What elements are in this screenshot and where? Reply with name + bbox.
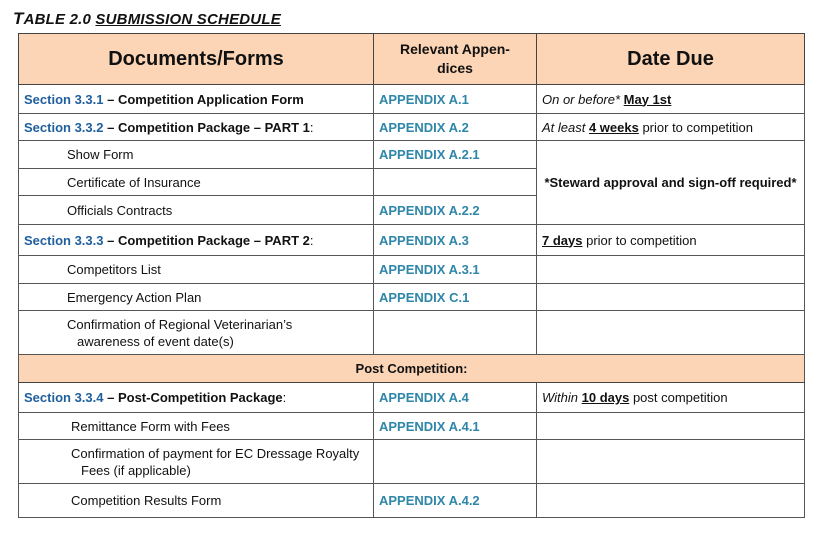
appendix-cell	[374, 440, 537, 484]
steward-note: *Steward approval and sign-off required*	[537, 141, 805, 225]
document-cell: Officials Contracts	[19, 196, 374, 225]
document-cell: Competitors List	[19, 256, 374, 284]
appendix-cell: APPENDIX A.4.1	[374, 413, 537, 440]
due-cell: 7 days prior to competition	[537, 225, 805, 256]
due-cell	[537, 413, 805, 440]
table-row	[19, 114, 805, 141]
appendix-cell: APPENDIX A.4	[374, 383, 537, 413]
header-row	[19, 34, 805, 85]
table-row	[19, 256, 805, 284]
post-competition-label: Post Competition:	[19, 355, 805, 383]
document-cell: Section 3.3.3 – Competition Package – PART 2:	[19, 225, 374, 256]
appendix-cell	[374, 311, 537, 355]
table-row	[19, 440, 805, 484]
table-row	[19, 413, 805, 440]
due-cell	[537, 256, 805, 284]
document-cell: Certificate of Insurance	[19, 169, 374, 196]
post-competition-row	[19, 355, 805, 383]
table-row	[19, 284, 805, 311]
appendix-cell: APPENDIX A.3	[374, 225, 537, 256]
due-cell: At least 4 weeks prior to competition	[537, 114, 805, 141]
table-row	[19, 484, 805, 518]
document-cell: Competition Results Form	[19, 484, 374, 518]
document-cell: Section 3.3.2 – Competition Package – PART 1:	[19, 114, 374, 141]
table-row	[19, 311, 805, 355]
table-row	[19, 225, 805, 256]
appendix-cell: APPENDIX A.2.2	[374, 196, 537, 225]
due-cell	[537, 284, 805, 311]
submission-schedule-table	[18, 33, 805, 518]
table-row	[19, 85, 805, 114]
due-cell: On or before* May 1st	[537, 85, 805, 114]
document-cell: Section 3.3.1 – Competition Application Form	[19, 85, 374, 114]
appendix-cell: APPENDIX C.1	[374, 284, 537, 311]
appendix-cell: APPENDIX A.2.1	[374, 141, 537, 169]
appendix-cell: APPENDIX A.2	[374, 114, 537, 141]
appendix-cell: APPENDIX A.3.1	[374, 256, 537, 284]
table-row	[19, 383, 805, 413]
appendix-cell	[374, 169, 537, 196]
due-cell: Within 10 days post competition	[537, 383, 805, 413]
document-cell: Remittance Form with Fees	[19, 413, 374, 440]
due-cell	[537, 311, 805, 355]
document-cell: Show Form	[19, 141, 374, 169]
document-cell: Section 3.3.4 – Post-Competition Package:	[19, 383, 374, 413]
document-cell: Emergency Action Plan	[19, 284, 374, 311]
header-documents: Documents/Forms	[19, 34, 374, 85]
header-appendices: Relevant Appen- dices	[374, 34, 537, 85]
table-row	[19, 141, 805, 169]
document-cell: Confirmation of Regional Veterinarian’s awareness of event date(s)	[19, 311, 374, 355]
document-cell: Confirmation of payment for EC Dressage Royalty Fees (if applicable)	[19, 440, 374, 484]
appendix-cell: APPENDIX A.1	[374, 85, 537, 114]
appendix-cell: APPENDIX A.4.2	[374, 484, 537, 518]
due-cell	[537, 440, 805, 484]
header-date-due: Date Due	[537, 34, 805, 85]
table-title: TABLE 2.0 SUBMISSION SCHEDULE	[13, 9, 281, 28]
due-cell	[537, 484, 805, 518]
